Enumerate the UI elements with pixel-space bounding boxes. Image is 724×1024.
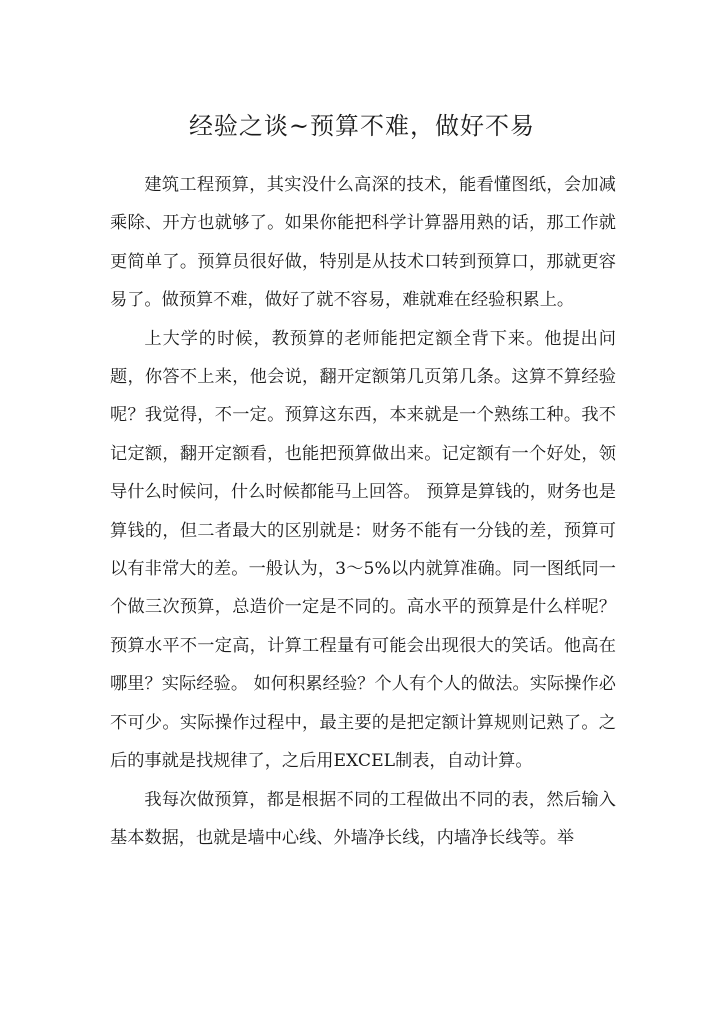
paragraph-3: 我每次做预算，都是根据不同的工程做出不同的表，然后输入基本数据，也就是墙中心线、外墙净长线，内墙净长线等。举 (110, 789, 616, 848)
document-title: 经验之谈~预算不难，做好不易 (188, 112, 536, 140)
paragraph-1: 建筑工程预算，其实没什么高深的技术，能看懂图纸，会加减乘除、开方也就够了。如果你能把科学计算器用熟的话，那工作就更简单了。预算员很好做，特别是从技术口转到预算口，那就更容易了。做预算不难，做好了就不容易，难就难在经验积累上。 (110, 175, 616, 311)
document-body (110, 166, 616, 857)
paragraph-2: 上大学的时候，教预算的老师能把定额全背下来。他提出问题，你答不上来，他会说，翻开定额第几页第几条。这算不算经验呢？我觉得，不一定。预算这东西，本来就是一个熟练工种。我不记定额，翻开定额看，也能把预算做出来。记定额有一个好处，领导什么时候问，什么时候都能马上回答。 预算是算钱的，财务也是算钱的，但二者最大的区别就是：财务不能有一分钱的差，预算可以有非常大的差。一般认为，3～5%以内就算准确。同一图纸同一个做三次预算，总造价一定是不同的。高水平的预算是什么样呢？预算水平不一定高，计算工程量有可能会出现很大的笑话。他高在哪里？实际经验。 如何积累经验？个人有个人的做法。实际操作必不可少。实际操作过程中，最主要的是把定额计算规则记熟了。之后的事就是找规律了，之后用EXCEL制表，自动计算。 (110, 328, 616, 772)
